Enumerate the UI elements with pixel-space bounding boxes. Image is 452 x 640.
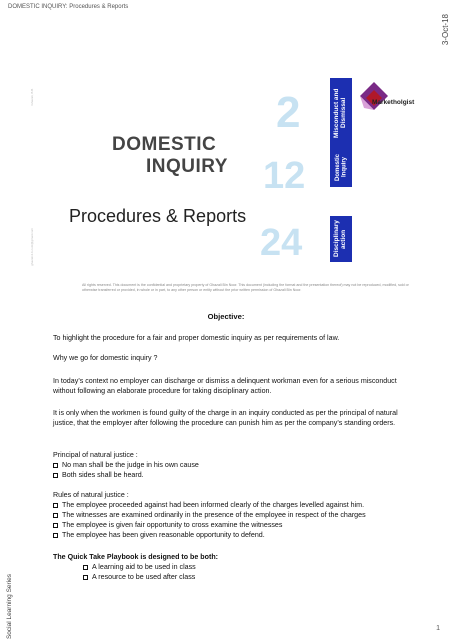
principal-section xyxy=(53,450,413,480)
playbook-item: A learning aid to be used in class xyxy=(92,563,196,571)
chapter-bar-label: Disciplinary action xyxy=(333,220,347,258)
side-author-email: ghazali.b.b.com@gmail.com xyxy=(30,228,34,266)
list-item xyxy=(53,470,413,480)
rules-item: The employee is given fair opportunity to cross examine the witnesses xyxy=(62,521,283,529)
chapter-number-2: 2 xyxy=(276,88,301,137)
objective-text: To highlight the procedure for a fair and proper domestic inquiry as per requirements of law. xyxy=(53,334,340,342)
checkbox-icon xyxy=(83,575,88,580)
context-paragraph: In today’s context no employer can discharge or dismiss a delinquent workman even for a serious misconduct without following an elaborate procedure for taking disciplinary action. xyxy=(53,377,397,395)
rules-item: The witnesses are examined ordinarily in the presence of the employee in respect of the charges xyxy=(62,511,366,519)
list-item xyxy=(53,520,413,530)
chapter-bar-misconduct xyxy=(330,78,352,148)
playbook-item: A resource to be used after class xyxy=(92,573,196,581)
rules-item: The employee has been given reasonable opportunity to defend. xyxy=(62,531,265,539)
principal-heading: Principal of natural justice : xyxy=(53,451,138,459)
list-item xyxy=(53,510,413,520)
chapter-number-24: 24 xyxy=(260,222,303,264)
checkbox-icon xyxy=(53,503,58,508)
cover-subtitle: Procedures & Reports xyxy=(69,206,247,226)
playbook-heading: The Quick Take Playbook is designed to be both: xyxy=(53,553,219,561)
running-header: DOMESTIC INQUIRY: Procedures & Reports xyxy=(8,4,129,10)
list-item xyxy=(53,562,413,572)
side-author-name: Ghazali, B.B. xyxy=(30,88,34,106)
chapter-bar-label: Domestic Inquiry xyxy=(334,153,347,181)
principal-item: No man shall be the judge in his own cause xyxy=(62,461,199,469)
why-question: Why we go for domestic inquiry ? xyxy=(53,354,158,362)
series-label: Social Learning Series xyxy=(6,574,13,640)
checkbox-icon xyxy=(53,523,58,528)
chapter-number-12: 12 xyxy=(263,155,306,197)
cover-title-line1: DOMESTIC xyxy=(112,134,217,155)
guilt-paragraph: It is only when the workmen is found guilty of the charge in an inquiry conducted as per the principal of natural justice, that the employer after following the procedure can punish him as per the company’s standing orders. xyxy=(53,409,398,427)
checkbox-icon xyxy=(53,473,58,478)
chapter-bar-disciplinary-action xyxy=(330,216,352,262)
list-item xyxy=(53,572,413,582)
rules-section xyxy=(53,490,413,540)
checkbox-icon xyxy=(53,533,58,538)
checkbox-icon xyxy=(53,513,58,518)
principal-item: Both sides shall be heard. xyxy=(62,471,144,479)
rights-notice: All rights reserved. This document is the confidential and proprietary property of Ghazali Bin Noor. This document (including the format and the presentation thereof) may not be reproduced, modified, sold or otherwise transferred or provided, in whole or in part, to any other person or entity without the prior written permission of Ghazali Bin Noor. xyxy=(82,283,409,293)
cover-title-line2: INQUIRY xyxy=(146,156,228,177)
chapter-bar-domestic-inquiry xyxy=(330,147,352,187)
list-item xyxy=(53,530,413,540)
checkbox-icon xyxy=(53,463,58,468)
logo-text: Marketholgist xyxy=(372,99,415,106)
checkbox-icon xyxy=(83,565,88,570)
list-item xyxy=(53,460,413,470)
header-date: 3-Oct-18 xyxy=(441,14,450,46)
rules-heading: Rules of natural justice : xyxy=(53,491,129,499)
page-number: 1 xyxy=(436,625,440,632)
playbook-section xyxy=(53,552,413,582)
marketholgist-logo xyxy=(360,82,424,114)
list-item xyxy=(53,500,413,510)
rules-item: The employee proceeded against had been informed clearly of the charges levelled against him. xyxy=(62,501,365,509)
objective-heading: Objective: xyxy=(207,312,245,321)
chapter-bar-label: Misconduct and Dismissal xyxy=(333,88,347,138)
